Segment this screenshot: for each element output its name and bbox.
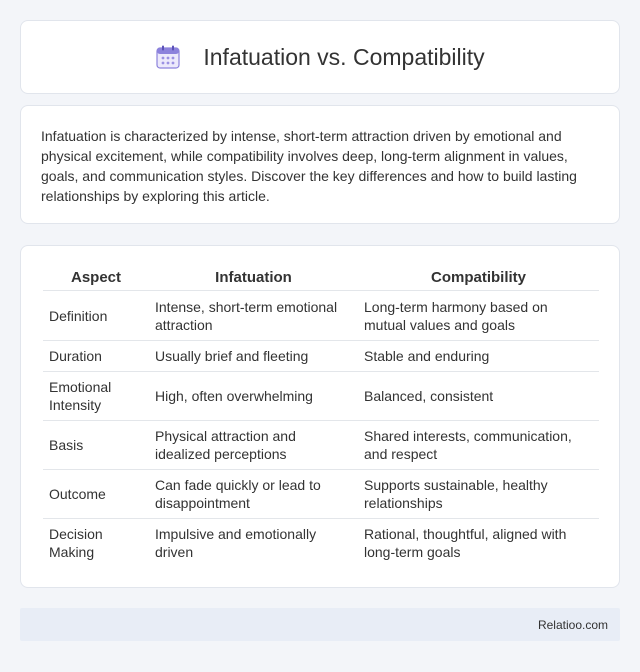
table-cell-compatibility: Shared interests, communication, and respect [358, 420, 599, 469]
table-row [43, 518, 599, 567]
comparison-table [43, 265, 599, 567]
page-title: Infatuation vs. Compatibility [203, 43, 485, 70]
intro-paragraph: Infatuation is characterized by intense, short-term attraction driven by emotional and physical excitement, while compatibility involves deep, long-term alignment in values, goals, and communication styles. Discover the key differences and how to build lasting relationships by exploring this article. [41, 128, 577, 204]
table-cell-aspect: Decision Making [43, 518, 149, 567]
table-cell-compatibility: Long-term harmony based on mutual values and goals [364, 298, 548, 333]
footer-brand: Relatioo.com [537, 617, 608, 632]
column-header-aspect: Aspect [43, 265, 149, 291]
table-cell-compatibility: Balanced, consistent [358, 371, 599, 420]
table-cell-compatibility: Stable and enduring [358, 340, 599, 371]
column-header-infatuation: Infatuation [149, 265, 358, 291]
column-header-compatibility: Compatibility [358, 265, 599, 291]
table-cell-infatuation: Physical attraction and idealized perceptions [149, 420, 358, 469]
table-cell-aspect: Outcome [43, 469, 149, 518]
calendar-icon [155, 44, 181, 70]
table-cell-aspect: Duration [43, 340, 149, 371]
table-header-row [43, 265, 599, 291]
table-cell-compatibility: Supports sustainable, healthy relationships [358, 469, 599, 518]
title-card [20, 20, 620, 94]
table-row [43, 420, 599, 469]
table-cell-infatuation: Usually brief and fleeting [149, 340, 358, 371]
table-row [43, 371, 599, 420]
table-cell-infatuation: High, often overwhelming [149, 371, 358, 420]
table-cell-compatibility: Rational, thoughtful, aligned with long-term goals [358, 518, 599, 567]
table-row [43, 469, 599, 518]
table-cell-aspect: Basis [43, 420, 149, 469]
table-row [43, 291, 599, 340]
footer [20, 608, 620, 641]
table-cell-infatuation: Can fade quickly or lead to disappointment [149, 469, 358, 518]
table-cell-aspect: Definition [49, 307, 108, 324]
table-cell-infatuation: Impulsive and emotionally driven [149, 518, 358, 567]
comparison-card [20, 245, 620, 588]
table-cell-aspect: Emotional Intensity [43, 371, 149, 420]
intro-card [20, 105, 620, 224]
table-row [43, 340, 599, 371]
table-cell-infatuation: Intense, short-term emotional attraction [155, 298, 338, 333]
